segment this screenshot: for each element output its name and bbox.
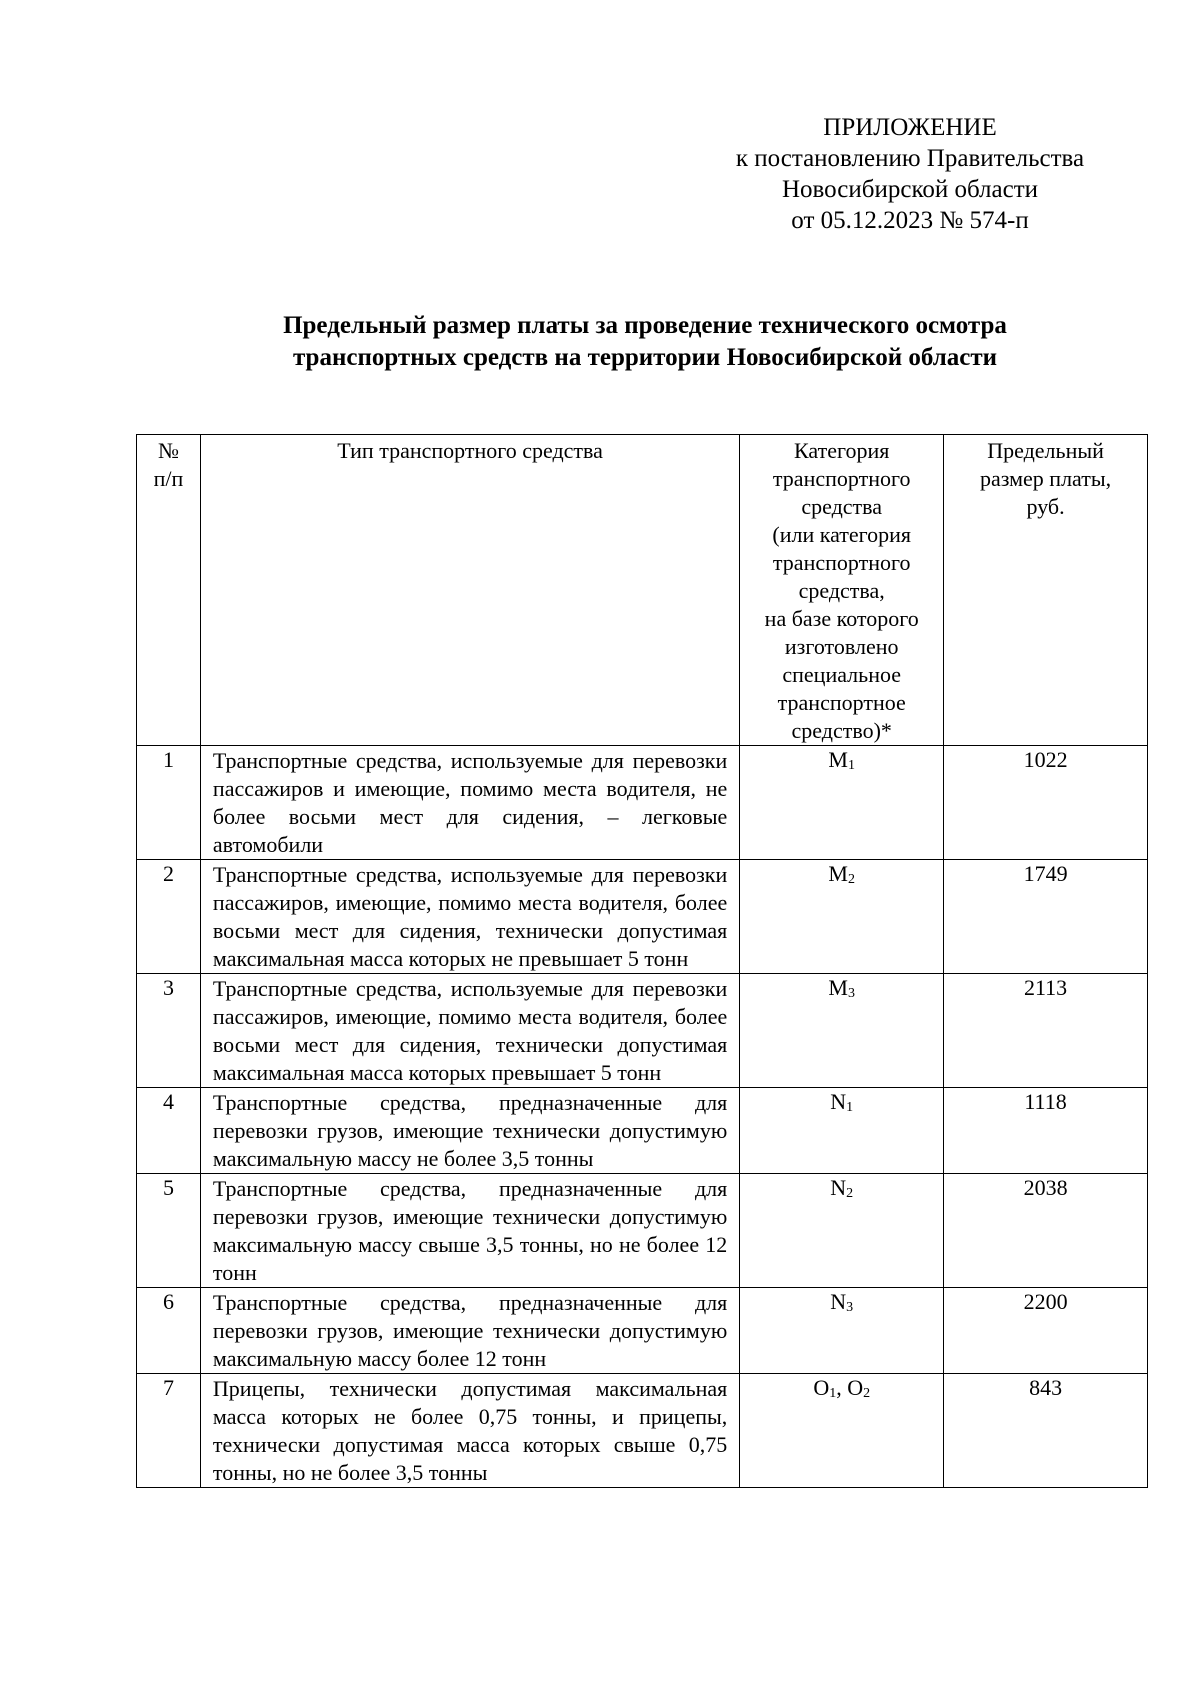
appendix-header xyxy=(700,112,1120,236)
header-category-line: транспортного xyxy=(772,466,911,491)
table-row xyxy=(137,746,1148,860)
category-index: 3 xyxy=(846,1300,854,1315)
header-category-line: транспортного xyxy=(772,550,911,575)
header-number-line: № xyxy=(157,438,179,463)
header-category-line: на базе которого xyxy=(764,606,919,631)
table-row xyxy=(137,1174,1148,1288)
category-letter: M xyxy=(828,747,848,772)
title-line-2: транспортных средств на территории Новосибирской области xyxy=(292,344,998,371)
header-fee xyxy=(944,435,1148,746)
header-category-line: изготовлено xyxy=(784,634,899,659)
row-number: 6 xyxy=(137,1288,201,1374)
row-number: 1 xyxy=(137,746,201,860)
row-category xyxy=(740,1288,944,1374)
category-letter: N xyxy=(830,1289,847,1314)
header-category-line: специальное xyxy=(782,662,902,687)
row-number: 7 xyxy=(137,1374,201,1488)
row-fee: 2113 xyxy=(944,974,1148,1088)
category-index: 1 xyxy=(846,1100,854,1115)
header-category-line: средства, xyxy=(798,578,885,603)
category-index: 1 xyxy=(829,1386,837,1401)
fee-table xyxy=(136,434,1148,1488)
table-row xyxy=(137,1374,1148,1488)
row-vehicle-type: Транспортные средства, используемые для перевозки пассажиров, имеющие, помимо места водителя, более восьми мест для сидения, технически допустимая максимальная масса которых превышает 5 тонн xyxy=(200,974,739,1088)
category-letter: M xyxy=(828,975,848,1000)
category-index: 2 xyxy=(863,1386,871,1401)
table-row xyxy=(137,860,1148,974)
header-number-line: п/п xyxy=(153,466,184,491)
row-category xyxy=(740,860,944,974)
table-row xyxy=(137,974,1148,1088)
header-category-line: средство)* xyxy=(791,718,892,743)
row-vehicle-type: Транспортные средства, используемые для перевозки пассажиров и имеющие, помимо места водителя, не более восьми мест для сидения, – легковые автомобили xyxy=(200,746,739,860)
appendix-label: ПРИЛОЖЕНИЕ xyxy=(823,114,997,141)
table-header-row xyxy=(137,435,1148,746)
header-category-line: Категория xyxy=(794,438,890,463)
row-number: 4 xyxy=(137,1088,201,1174)
row-fee: 2200 xyxy=(944,1288,1148,1374)
appendix-date-number: от 05.12.2023 № 574-п xyxy=(791,207,1029,234)
header-number xyxy=(137,435,201,746)
document-title xyxy=(120,310,1170,374)
row-number: 5 xyxy=(137,1174,201,1288)
row-fee: 1022 xyxy=(944,746,1148,860)
row-category xyxy=(740,1174,944,1288)
category-separator: , O xyxy=(836,1375,864,1400)
row-category xyxy=(740,974,944,1088)
row-vehicle-type: Транспортные средства, используемые для перевозки пассажиров, имеющие, помимо места водителя, более восьми мест для сидения, технически допустимая максимальная масса которых не превышает 5 тонн xyxy=(200,860,739,974)
category-index: 2 xyxy=(847,872,855,887)
category-index: 3 xyxy=(847,986,855,1001)
category-index: 2 xyxy=(846,1186,854,1201)
header-category-line: транспортное xyxy=(777,690,906,715)
category-letter: M xyxy=(828,861,848,886)
appendix-reference: к постановлению Правительства xyxy=(735,145,1085,172)
header-category xyxy=(740,435,944,746)
header-fee-line: руб. xyxy=(1026,494,1065,519)
category-letter: N xyxy=(830,1175,847,1200)
category-letter: O xyxy=(813,1375,830,1400)
category-letter: N xyxy=(830,1089,847,1114)
row-vehicle-type: Транспортные средства, предназначенные для перевозки грузов, имеющие технически допустимую максимальную массу свыше 3,5 тонны, но не более 12 тонн xyxy=(200,1174,739,1288)
row-number: 2 xyxy=(137,860,201,974)
header-fee-line: размер платы, xyxy=(979,466,1112,491)
row-vehicle-type: Прицепы, технически допустимая максимальная масса которых не более 0,75 тонны, и прицепы, технически допустимая масса которых свыше 0,75 тонны, но не более 3,5 тонны xyxy=(200,1374,739,1488)
row-fee: 843 xyxy=(944,1374,1148,1488)
row-vehicle-type: Транспортные средства, предназначенные для перевозки грузов, имеющие технически допустимую максимальную массу более 12 тонн xyxy=(200,1288,739,1374)
category-index: 1 xyxy=(847,758,855,773)
row-category xyxy=(740,746,944,860)
table-row xyxy=(137,1088,1148,1174)
row-fee: 1118 xyxy=(944,1088,1148,1174)
row-fee: 2038 xyxy=(944,1174,1148,1288)
header-vehicle-type: Тип транспортного средства xyxy=(200,435,739,746)
row-category xyxy=(740,1088,944,1174)
table-row xyxy=(137,1288,1148,1374)
appendix-region: Новосибирской области xyxy=(781,176,1039,203)
header-category-line: (или категория xyxy=(772,522,912,547)
row-vehicle-type: Транспортные средства, предназначенные для перевозки грузов, имеющие технически допустимую максимальную массу не более 3,5 тонны xyxy=(200,1088,739,1174)
row-fee: 1749 xyxy=(944,860,1148,974)
row-category xyxy=(740,1374,944,1488)
title-line-1: Предельный размер платы за проведение технического осмотра xyxy=(283,312,1007,339)
header-category-line: средства xyxy=(801,494,883,519)
row-number: 3 xyxy=(137,974,201,1088)
header-fee-line: Предельный xyxy=(987,438,1104,463)
